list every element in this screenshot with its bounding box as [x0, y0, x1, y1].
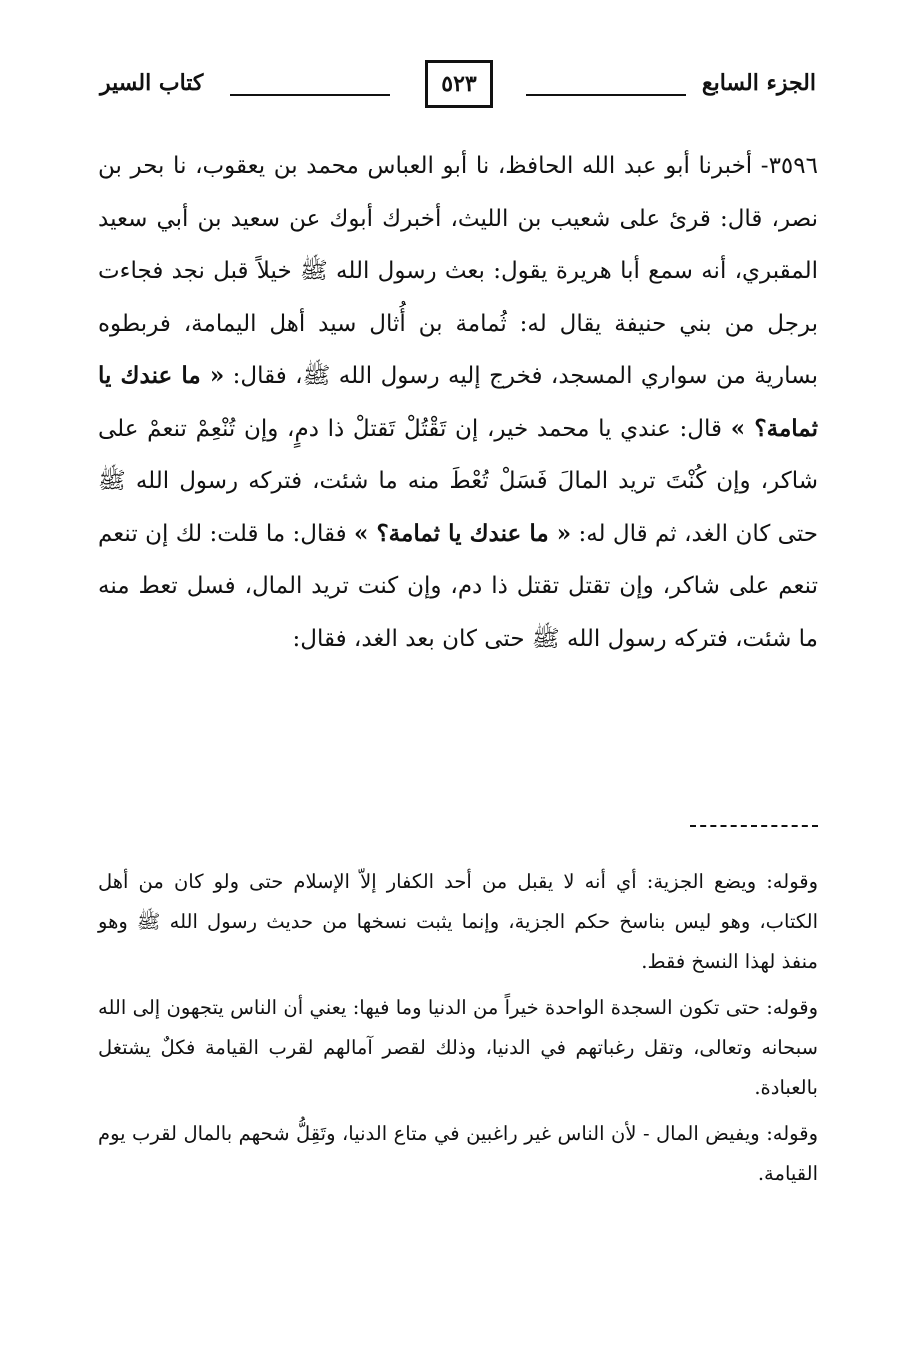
hadith-part-3: فقال: ما قلت: لك إن تنعم تنعم على شاكر، وإن تقتل تقتل ذا دم، وإن كنت تريد المال، فسل تعط منه ما شئت، فتركه رسول الله ﷺ حتى كان بعد الغد، فقال:	[98, 520, 818, 652]
page-header	[100, 60, 816, 110]
quote-2: « ما عندك يا ثمامة؟ »	[354, 519, 572, 547]
footnote-1: وقوله: ويضع الجزية: أي أنه لا يقبل من أحد الكفار إلاّ الإسلام حتى ولو كان من أهل الكتاب، وهو ليس بناسخ حكم الجزية، وإنما يثبت نسخها من حديث رسول الله ﷺ وهو منفذ لهذا النسخ فقط.	[98, 870, 818, 973]
footnote-divider	[690, 825, 818, 827]
footnote-3: وقوله: ويفيض المال - لأن الناس غير راغبين في متاع الدنيا، وتَقِلُّ شحهم بالمال لقرب يوم القيامة.	[98, 1122, 818, 1185]
volume-title: الجزء السابع	[701, 70, 816, 96]
hadith-paragraph	[98, 140, 818, 665]
hadith-text	[98, 140, 818, 665]
header-rule-left	[230, 94, 390, 96]
footnotes	[98, 862, 818, 1200]
page-number: ٥٢٣	[425, 60, 493, 108]
quote-1: « ما عندك يا ثمامة؟ »	[98, 362, 818, 442]
header-rule-right	[526, 94, 686, 96]
hadith-part-1: ٣٥٩٦- أخبرنا أبو عبد الله الحافظ، نا أبو العباس محمد بن يعقوب، نا بحر بن نصر، قال: قرئ على شعيب بن الليث، أخبرك أبوك عن سعيد بن أبي سعيد المقبري، أنه سمع أبا هريرة يقول: بعث رسول الله ﷺ خيلاً قبل نجد فجاءت برجل من بني حنيفة يقال له: ثُمامة بن أُثال سيد أهل اليمامة، فربطوه بسارية من سواري المسجد، فخرج إليه رسول الله ﷺ، فقال:	[98, 153, 818, 389]
hadith-part-2: قال: عندي يا محمد خير، إن تَقْتُلْ تَقتلْ ذا دمٍ، وإن تُنْعِمْ تنعمْ على شاكر، وإن كُنْتَ تريد المالَ فَسَلْ تُعْطَ منه ما شئت، فتركه رسول الله ﷺ حتى كان الغد، ثم قال له:	[98, 415, 818, 547]
book-title: كتاب السير	[100, 70, 204, 96]
footnote-2: وقوله: حتى تكون السجدة الواحدة خيراً من الدنيا وما فيها: يعني أن الناس يتجهون إلى الله سبحانه وتعالى، وتقل رغباتهم في الدنيا، وذلك لقصر آمالهم لقرب القيامة فكلٌ يشتغل بالعبادة.	[98, 996, 818, 1099]
